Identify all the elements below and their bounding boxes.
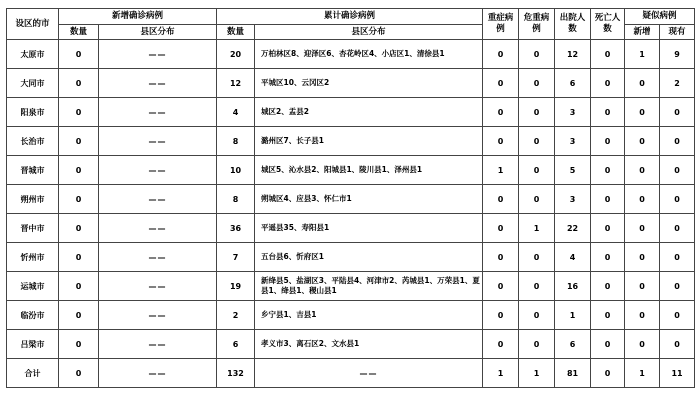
cell-new-district: —— bbox=[99, 243, 217, 272]
cell-new-district: —— bbox=[99, 98, 217, 127]
cell-severe: 0 bbox=[483, 127, 519, 156]
cell-cum-count: 4 bbox=[217, 98, 255, 127]
cell-discharged: 3 bbox=[555, 98, 591, 127]
header-severe bbox=[483, 9, 519, 40]
cell-discharged: 5 bbox=[555, 156, 591, 185]
cell-deaths: 0 bbox=[591, 69, 625, 98]
cell-discharged: 22 bbox=[555, 214, 591, 243]
cell-new-district: —— bbox=[99, 185, 217, 214]
table-row bbox=[7, 127, 695, 156]
cell-city: 运城市 bbox=[7, 272, 59, 301]
cell-severe: 1 bbox=[483, 359, 519, 388]
cell-deaths: 0 bbox=[591, 359, 625, 388]
cell-cum-district: 新绛县5、盐湖区3、平陆县4、河津市2、芮城县1、万荣县1、夏县1、绛县1、稷山县1 bbox=[255, 272, 483, 301]
cell-city: 大同市 bbox=[7, 69, 59, 98]
cell-suspected-current: 0 bbox=[660, 98, 695, 127]
cell-suspected-new: 0 bbox=[625, 156, 660, 185]
cell-severe: 0 bbox=[483, 185, 519, 214]
cell-suspected-current: 0 bbox=[660, 243, 695, 272]
cell-city: 长治市 bbox=[7, 127, 59, 156]
table-row bbox=[7, 272, 695, 301]
header-critical-label: 危重病例 bbox=[523, 13, 550, 34]
cell-city: 晋中市 bbox=[7, 214, 59, 243]
cell-suspected-new: 0 bbox=[625, 98, 660, 127]
cell-suspected-current: 9 bbox=[660, 40, 695, 69]
cell-cum-count: 8 bbox=[217, 127, 255, 156]
cell-cum-district: 平遥县35、寿阳县1 bbox=[255, 214, 483, 243]
cell-deaths: 0 bbox=[591, 40, 625, 69]
cell-suspected-current: 0 bbox=[660, 156, 695, 185]
cell-deaths: 0 bbox=[591, 330, 625, 359]
cell-critical: 0 bbox=[519, 156, 555, 185]
cell-new-count: 0 bbox=[59, 272, 99, 301]
table-row bbox=[7, 330, 695, 359]
cell-cum-district: 乡宁县1、吉县1 bbox=[255, 301, 483, 330]
cell-city: 临汾市 bbox=[7, 301, 59, 330]
cell-suspected-new: 1 bbox=[625, 359, 660, 388]
cell-cum-district: 万柏林区8、迎泽区6、杏花岭区4、小店区1、清徐县1 bbox=[255, 40, 483, 69]
cell-discharged: 4 bbox=[555, 243, 591, 272]
header-suspected-current: 现有 bbox=[660, 25, 695, 40]
cell-cum-count: 8 bbox=[217, 185, 255, 214]
cell-city: 阳泉市 bbox=[7, 98, 59, 127]
cell-critical: 0 bbox=[519, 243, 555, 272]
cell-cum-district: —— bbox=[255, 359, 483, 388]
cell-new-count: 0 bbox=[59, 98, 99, 127]
cell-severe: 0 bbox=[483, 243, 519, 272]
cell-suspected-current: 0 bbox=[660, 272, 695, 301]
cell-critical: 1 bbox=[519, 359, 555, 388]
cell-deaths: 0 bbox=[591, 301, 625, 330]
table-row bbox=[7, 301, 695, 330]
cell-suspected-current: 0 bbox=[660, 301, 695, 330]
cell-new-count: 0 bbox=[59, 214, 99, 243]
cell-cum-count: 132 bbox=[217, 359, 255, 388]
header-city: 设区的市 bbox=[7, 9, 59, 40]
header-new-district: 县区分布 bbox=[99, 25, 217, 40]
cell-cum-count: 6 bbox=[217, 330, 255, 359]
header-critical bbox=[519, 9, 555, 40]
cell-cum-count: 19 bbox=[217, 272, 255, 301]
cell-discharged: 81 bbox=[555, 359, 591, 388]
cell-severe: 0 bbox=[483, 69, 519, 98]
cell-critical: 0 bbox=[519, 185, 555, 214]
table-row bbox=[7, 243, 695, 272]
cell-discharged: 6 bbox=[555, 330, 591, 359]
cell-new-district: —— bbox=[99, 359, 217, 388]
cell-new-count: 0 bbox=[59, 40, 99, 69]
cell-suspected-current: 0 bbox=[660, 214, 695, 243]
cell-new-count: 0 bbox=[59, 127, 99, 156]
cell-new-district: —— bbox=[99, 40, 217, 69]
table-row-total bbox=[7, 359, 695, 388]
cell-new-count: 0 bbox=[59, 243, 99, 272]
cell-new-district: —— bbox=[99, 156, 217, 185]
cell-suspected-current: 0 bbox=[660, 185, 695, 214]
case-report-table-wrapper bbox=[6, 8, 694, 388]
cell-cum-count: 12 bbox=[217, 69, 255, 98]
cell-cum-district: 潞州区7、长子县1 bbox=[255, 127, 483, 156]
cell-suspected-current: 11 bbox=[660, 359, 695, 388]
cell-new-district: —— bbox=[99, 272, 217, 301]
header-deaths-label: 死亡人数 bbox=[594, 13, 621, 34]
cell-suspected-new: 0 bbox=[625, 214, 660, 243]
cell-cum-district: 五台县6、忻府区1 bbox=[255, 243, 483, 272]
cell-deaths: 0 bbox=[591, 127, 625, 156]
cell-cum-count: 20 bbox=[217, 40, 255, 69]
cell-new-count: 0 bbox=[59, 359, 99, 388]
cell-cum-district: 朔城区4、应县3、怀仁市1 bbox=[255, 185, 483, 214]
cell-suspected-new: 1 bbox=[625, 40, 660, 69]
cell-suspected-new: 0 bbox=[625, 243, 660, 272]
cell-city: 忻州市 bbox=[7, 243, 59, 272]
cell-severe: 0 bbox=[483, 301, 519, 330]
cell-critical: 0 bbox=[519, 40, 555, 69]
cell-critical: 0 bbox=[519, 330, 555, 359]
cell-suspected-new: 0 bbox=[625, 185, 660, 214]
cell-critical: 0 bbox=[519, 127, 555, 156]
cell-cum-district: 平城区10、云冈区2 bbox=[255, 69, 483, 98]
cell-severe: 0 bbox=[483, 40, 519, 69]
cell-cum-district: 城区5、沁水县2、阳城县1、陵川县1、泽州县1 bbox=[255, 156, 483, 185]
header-cumulative-confirmed: 累计确诊病例 bbox=[217, 9, 483, 25]
cell-city: 朔州市 bbox=[7, 185, 59, 214]
cell-deaths: 0 bbox=[591, 156, 625, 185]
cell-discharged: 12 bbox=[555, 40, 591, 69]
cell-suspected-new: 0 bbox=[625, 272, 660, 301]
cell-discharged: 3 bbox=[555, 127, 591, 156]
cell-cum-district: 孝义市3、离石区2、文水县1 bbox=[255, 330, 483, 359]
cell-suspected-new: 0 bbox=[625, 69, 660, 98]
cell-suspected-new: 0 bbox=[625, 330, 660, 359]
cell-new-count: 0 bbox=[59, 330, 99, 359]
cell-city: 晋城市 bbox=[7, 156, 59, 185]
cell-suspected-new: 0 bbox=[625, 127, 660, 156]
table-row bbox=[7, 214, 695, 243]
cell-severe: 0 bbox=[483, 214, 519, 243]
cell-discharged: 1 bbox=[555, 301, 591, 330]
cell-critical: 0 bbox=[519, 301, 555, 330]
header-new-confirmed: 新增确诊病例 bbox=[59, 9, 217, 25]
cell-suspected-current: 0 bbox=[660, 127, 695, 156]
cell-deaths: 0 bbox=[591, 272, 625, 301]
table-row bbox=[7, 40, 695, 69]
cell-discharged: 6 bbox=[555, 69, 591, 98]
cell-critical: 0 bbox=[519, 98, 555, 127]
cell-new-district: —— bbox=[99, 330, 217, 359]
cell-severe: 0 bbox=[483, 98, 519, 127]
cell-suspected-current: 2 bbox=[660, 69, 695, 98]
table-body bbox=[7, 40, 695, 388]
header-severe-label: 重症病例 bbox=[487, 13, 514, 34]
header-new-count: 数量 bbox=[59, 25, 99, 40]
cell-cum-count: 2 bbox=[217, 301, 255, 330]
case-report-table bbox=[6, 8, 695, 388]
cell-city: 吕梁市 bbox=[7, 330, 59, 359]
cell-cum-district: 城区2、盂县2 bbox=[255, 98, 483, 127]
cell-new-count: 0 bbox=[59, 301, 99, 330]
table-row bbox=[7, 185, 695, 214]
cell-new-count: 0 bbox=[59, 69, 99, 98]
cell-suspected-new: 0 bbox=[625, 301, 660, 330]
cell-severe: 0 bbox=[483, 272, 519, 301]
cell-critical: 1 bbox=[519, 214, 555, 243]
cell-new-district: —— bbox=[99, 127, 217, 156]
header-suspected-new: 新增 bbox=[625, 25, 660, 40]
cell-new-district: —— bbox=[99, 214, 217, 243]
cell-cum-count: 36 bbox=[217, 214, 255, 243]
table-row bbox=[7, 156, 695, 185]
cell-critical: 0 bbox=[519, 272, 555, 301]
header-cum-count: 数量 bbox=[217, 25, 255, 40]
cell-city: 合计 bbox=[7, 359, 59, 388]
cell-city: 太原市 bbox=[7, 40, 59, 69]
cell-cum-count: 7 bbox=[217, 243, 255, 272]
cell-deaths: 0 bbox=[591, 185, 625, 214]
header-discharged-label: 出院人数 bbox=[559, 13, 586, 34]
cell-new-district: —— bbox=[99, 69, 217, 98]
cell-severe: 0 bbox=[483, 330, 519, 359]
header-deaths bbox=[591, 9, 625, 40]
cell-new-count: 0 bbox=[59, 156, 99, 185]
cell-suspected-current: 0 bbox=[660, 330, 695, 359]
cell-deaths: 0 bbox=[591, 214, 625, 243]
cell-new-count: 0 bbox=[59, 185, 99, 214]
cell-discharged: 3 bbox=[555, 185, 591, 214]
table-header bbox=[7, 9, 695, 40]
cell-discharged: 16 bbox=[555, 272, 591, 301]
table-row bbox=[7, 69, 695, 98]
table-row bbox=[7, 98, 695, 127]
header-cum-district: 县区分布 bbox=[255, 25, 483, 40]
cell-cum-count: 10 bbox=[217, 156, 255, 185]
header-suspected: 疑似病例 bbox=[625, 9, 695, 25]
header-discharged bbox=[555, 9, 591, 40]
cell-deaths: 0 bbox=[591, 243, 625, 272]
cell-critical: 0 bbox=[519, 69, 555, 98]
cell-deaths: 0 bbox=[591, 98, 625, 127]
cell-severe: 1 bbox=[483, 156, 519, 185]
cell-new-district: —— bbox=[99, 301, 217, 330]
